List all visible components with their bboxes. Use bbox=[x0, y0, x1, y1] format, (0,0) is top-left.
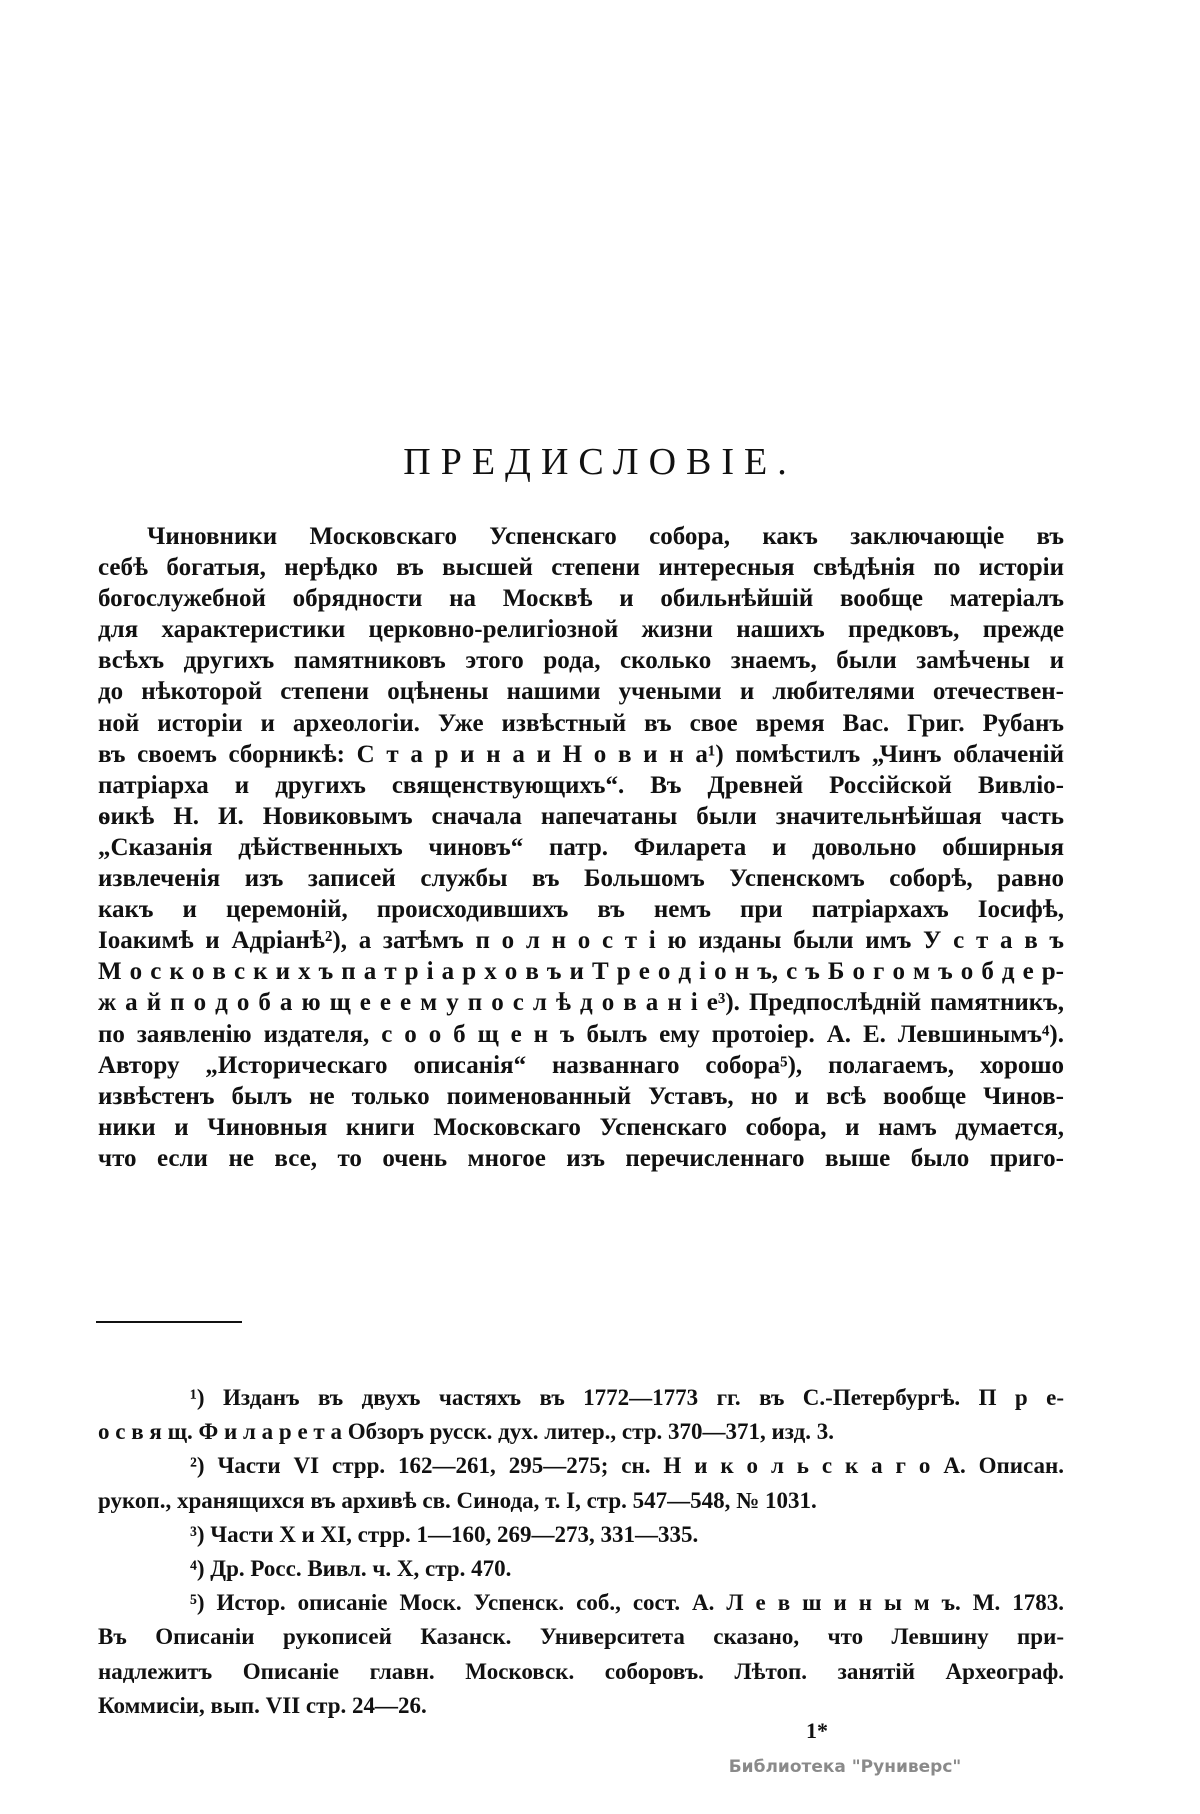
body-line: Автору „Историческаго описанія“ названнаго собора⁵), полагаемъ, хорошо bbox=[98, 1051, 1064, 1079]
footnote-line: ⁵) Истор. описаніе Моск. Успенск. соб., сост. А. Л е в ш и н ы м ъ. М. 1783. bbox=[190, 1590, 1064, 1616]
body-line: богослужебной обрядности на Москвѣ и обильнѣйшій вообще матеріалъ bbox=[98, 585, 1064, 613]
body-line: всѣхъ другихъ памятниковъ этого рода, сколько знаемъ, были замѣчены и bbox=[98, 647, 1064, 675]
body-line: ники и Чиновныя книги Московскаго Успенскаго собора, и намъ думается, bbox=[98, 1113, 1064, 1141]
body-line: М о с к о в с к и х ъ п а т р і а р х о в ъ и Т р е о д і о н ъ, с ъ Б о г о м ъ о б д е р- bbox=[98, 958, 1064, 986]
body-line: что если не все, то очень многое изъ перечисленнаго выше было приго- bbox=[98, 1144, 1064, 1172]
footnote-line: Въ Описаніи рукописей Казанск. Университета сказано, что Левшину при- bbox=[98, 1624, 1064, 1650]
footnote-line: Коммисіи, вып. VII стр. 24—26. bbox=[98, 1692, 427, 1718]
body-line: Іоакимѣ и Адріанѣ²), а затѣмъ п о л н о с т і ю изданы были имъ У с т а в ъ bbox=[98, 927, 1064, 955]
library-watermark: Библиотека "Руниверс" bbox=[728, 1757, 962, 1777]
page-title: ПРЕДИСЛОВІЕ. bbox=[403, 441, 797, 483]
footnote-line: о с в я щ. Ф и л а р е т а Обзоръ русск. дух. литер., стр. 370—371, изд. 3. bbox=[98, 1419, 834, 1445]
footnote-line: ²) Части VI стрр. 162—261, 295—275; сн. Н и к о л ь с к а г о А. Описан. bbox=[190, 1453, 1064, 1479]
body-line: ж а й п о д о б а ю щ е е е м у п о с л ѣ д о в а н і е³). Предпослѣдній памятникъ, bbox=[98, 989, 1064, 1017]
page-number: 1* bbox=[806, 1718, 828, 1743]
body-line: ѳикѣ Н. И. Новиковымъ сначала напечатаны были значительнѣйшая часть bbox=[98, 802, 1064, 830]
body-line: себѣ богатыя, нерѣдко въ высшей степени интересныя свѣдѣнія по исторіи bbox=[98, 554, 1064, 582]
footnote-line: надлежитъ Описаніе главн. Московск. соборовъ. Лѣтоп. занятій Археограф. bbox=[98, 1658, 1064, 1684]
footnote-line: ³) Части X и XI, стрр. 1—160, 269—273, 331—335. bbox=[190, 1521, 699, 1547]
body-line: извлеченія изъ записей службы въ Большомъ Успенскомъ соборѣ, равно bbox=[98, 865, 1064, 893]
body-line: Чиновники Московскаго Успенскаго собора, какъ заключающіе въ bbox=[147, 523, 1064, 550]
body-line: въ своемъ сборникѣ: С т а р и н а и Н о в и н а¹) помѣстилъ „Чинъ облаченій bbox=[98, 740, 1064, 768]
body-line: какъ и церемоній, происходившихъ въ немъ при патріархахъ Іосифѣ, bbox=[98, 896, 1064, 924]
body-text bbox=[98, 521, 1064, 1174]
body-line: „Сказанія дѣйственныхъ чиновъ“ патр. Филарета и довольно обширныя bbox=[98, 833, 1064, 861]
body-line: для характеристики церковно-религіозной жизни нашихъ предковъ, прежде bbox=[98, 616, 1064, 644]
body-line: патріарха и другихъ священствующихъ“. Въ Древней Россійской Вивліо- bbox=[98, 771, 1064, 799]
footnote-divider bbox=[96, 1321, 242, 1323]
footnote-line: ¹) Изданъ въ двухъ частяхъ въ 1772—1773 гг. въ С.-Петербургѣ. П р е- bbox=[190, 1385, 1064, 1410]
body-line: до нѣкоторой степени оцѣнены нашими учеными и любителями отечествен- bbox=[98, 678, 1064, 706]
body-line: извѣстенъ былъ не только поименованный Уставъ, но и всѣ вообще Чинов- bbox=[98, 1082, 1064, 1110]
footnote-line: рукоп., хранящихся въ архивѣ св. Синода, т. I, стр. 547—548, № 1031. bbox=[98, 1487, 817, 1513]
body-line: по заявленію издателя, с о о б щ е н ъ былъ ему протоіер. А. Е. Левшинымъ⁴). bbox=[98, 1020, 1064, 1048]
footnotes bbox=[98, 1381, 1064, 1723]
footnote-line: ⁴) Др. Росс. Вивл. ч. X, стр. 470. bbox=[190, 1555, 512, 1581]
body-line: ной исторіи и археологіи. Уже извѣстный въ свое время Вас. Григ. Рубанъ bbox=[98, 709, 1064, 737]
